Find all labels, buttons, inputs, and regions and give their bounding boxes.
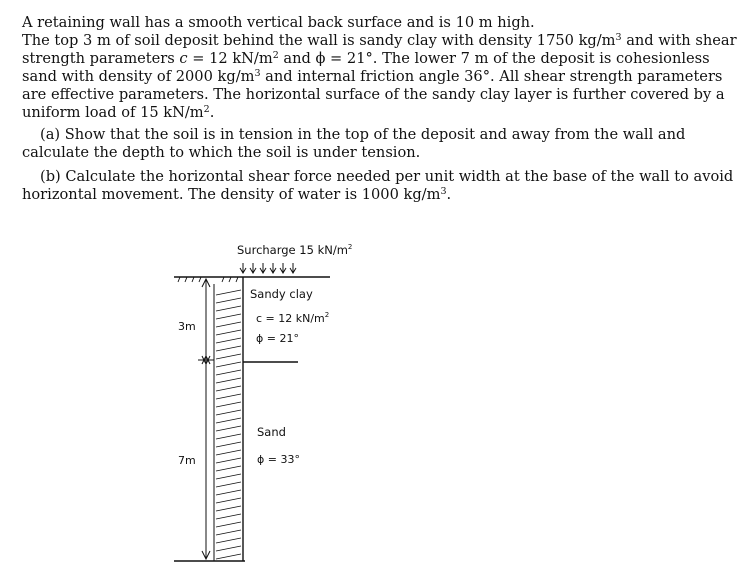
surcharge-arrows [240,263,296,273]
superscript-3: 3 [440,186,447,197]
wall-hatching [216,290,241,559]
wall-hatch-stroke [216,386,241,391]
wall-hatch-stroke [216,482,241,487]
sand-friction-label: ϕ = 33° [257,453,300,466]
wall-hatch-stroke [216,362,241,367]
surcharge-label [237,243,352,257]
wall-hatch-stroke [216,514,241,519]
wall-hatch-stroke [216,330,241,335]
wall-hatch-stroke [216,354,241,359]
superscript-3: 3 [254,68,261,79]
wall-hatch-stroke [216,490,241,495]
problem-intro [22,14,740,32]
wall-hatch-stroke [216,450,241,455]
dimension-arrow-bottom [202,551,210,559]
wall-hatch-stroke [216,554,241,559]
soil-text-3: = 12 kN/m [187,50,273,67]
superscript-3: 3 [615,32,622,43]
clay-cohesion-label [256,311,329,325]
superscript-2: 2 [272,50,279,61]
dimension-label-7m: 7m [178,454,196,467]
question-part-a [22,126,740,162]
wall-hatch-stroke [216,458,241,463]
soil-text-1: The top 3 m of soil deposit behind the wall is sandy clay with density 1750 kg/m [22,32,616,49]
wall-hatch-stroke [216,290,241,295]
wall-hatch-stroke [216,546,241,551]
soil-text-5: and internal friction angle 36°. All shear strength parameters are effective parameters. The horizontal surface of the sandy clay layer is further covered by a uniform load of 15 kN/m [22,68,725,121]
cohesion-symbol: c [179,50,188,67]
intro-sentence: A retaining wall has a smooth vertical back surface and is 10 m high. [22,14,535,31]
clay-cohesion-superscript: 2 [324,311,330,319]
clay-friction-label: ϕ = 21° [256,332,299,345]
dimension-arrow-mid-up [202,356,210,364]
part-a-text: (a) Show that the soil is in tension in the top of the deposit and away from the wall and calculate the depth to which the soil is under tension. [22,126,686,161]
wall-hatch-stroke [216,338,241,343]
wall-hatch-stroke [216,346,241,351]
wall-hatch-stroke [216,426,241,431]
wall-hatch-stroke [216,298,241,303]
soil-text-6: . [209,104,215,121]
ground-hatching [178,277,238,282]
wall-hatch-stroke [216,474,241,479]
question-part-b [22,168,740,204]
wall-hatch-stroke [216,370,241,375]
dimension-arrow-top [202,279,210,287]
wall-hatch-stroke [216,522,241,527]
wall-hatch-stroke [216,530,241,535]
part-b-text: (b) Calculate the horizontal shear force needed per unit width at the base of the wall to avoid horizontal movement. The density of water is 1000 kg/m [22,168,734,203]
wall-hatch-stroke [216,410,241,415]
wall-hatch-stroke [216,538,241,543]
dimension-label-3m: 3m [178,320,196,333]
wall-hatch-stroke [216,466,241,471]
sandy-clay-label: Sandy clay [250,287,313,301]
wall-hatch-stroke [216,442,241,447]
part-b-end: . [446,186,452,203]
wall-hatch-stroke [216,418,241,423]
problem-text [22,14,740,204]
wall-hatch-stroke [216,378,241,383]
soil-text-2: and with shear strength parameters [22,32,737,67]
wall-hatch-stroke [216,394,241,399]
wall-hatch-stroke [216,506,241,511]
wall-hatch-stroke [216,322,241,327]
surcharge-superscript: 2 [347,243,353,251]
wall-hatch-stroke [216,402,241,407]
wall-hatch-stroke [216,434,241,439]
wall-hatch-stroke [216,498,241,503]
problem-soil-description [22,32,740,122]
surcharge-text: Surcharge 15 kN/m [237,243,348,257]
superscript-2: 2 [203,104,210,115]
soil-text-4: and ϕ = 21°. The lower 7 m of the deposit is cohesionless sand with density of 2000 kg/m [22,50,710,85]
sand-label: Sand [257,425,286,439]
clay-cohesion-text: c = 12 kN/m [256,312,325,325]
wall-hatch-stroke [216,314,241,319]
wall-hatch-stroke [216,306,241,311]
dimension-arrow-mid-down [202,356,210,364]
